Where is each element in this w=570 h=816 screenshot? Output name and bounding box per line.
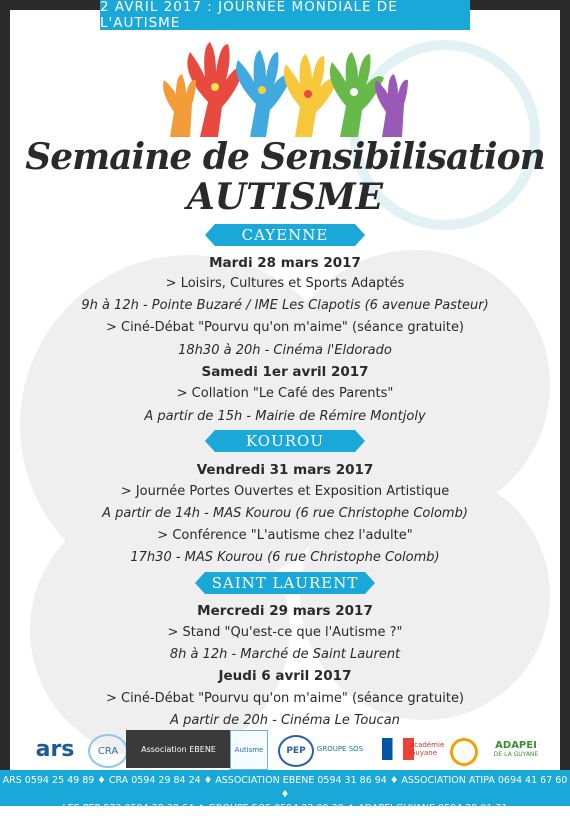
event-details: A partir de 15h - Mairie de Rémire Montjoly [144,409,426,424]
event-details: 18h30 à 20h - Cinéma l'Eldorado [178,343,392,358]
cra-logo [88,734,128,768]
event-date: Samedi 1er avril 2017 [201,364,369,380]
groupe-sos-logo [315,730,365,768]
event-details: A partir de 14h - MAS Kourou (6 rue Christophe Colomb) [102,506,468,521]
cra-logo-text: CRA [97,745,119,757]
event-date: Vendredi 31 mars 2017 [196,462,374,478]
frame-right [560,0,570,806]
city-ribbon-cayenne [215,224,355,246]
atipa-logo-text: Autisme [234,746,264,754]
partner-logos [10,730,560,770]
ebene-logo [126,730,231,768]
footer-line-2: LES PEP 973 0594 38 38 64 ♦ GROUPE SOS 0594 22 09 38 ♦ ADAPEI GUYANE 0594 29 01 31 [62,803,508,814]
city-ribbon-saint-laurent [205,572,365,594]
event-title: > Ciné-Débat "Pourvu qu'on m'aime" (séance gratuite) [105,320,465,335]
event-title: > Conférence "L'autisme chez l'adulte" [157,528,413,543]
academie-logo-text: académie Guyane [410,741,445,757]
frame-left [0,0,10,806]
painted-hands-illustration [160,32,410,137]
pep-logo [278,735,314,767]
ars-logo-text: ars [35,736,75,762]
poster-title-line2: AUTISME [186,176,384,218]
adapei-logo [476,730,556,768]
pep-logo-text: PEP [286,746,306,756]
top-banner: 2 AVRIL 2017 : JOURNEE MONDIALE DE L'AUTISME [100,0,470,30]
groupe-sos-logo-text: GROUPE SOS [316,745,364,753]
city-label: SAINT LAURENT [211,574,359,592]
city-label: CAYENNE [241,226,329,244]
event-details: 8h à 12h - Marché de Saint Laurent [169,647,401,662]
event-date: Mercredi 29 mars 2017 [197,603,373,619]
adapei-logo-subtext: DE LA GUYANE [493,751,539,758]
event-title: > Ciné-Débat "Pourvu qu'on m'aime" (séance gratuite) [105,691,465,706]
event-title: > Journée Portes Ouvertes et Exposition Artistique [120,484,450,499]
event-details: A partir de 20h - Cinéma Le Toucan [170,713,400,728]
event-details: 9h à 12h - Pointe Buzaré / IME Les Clapotis (6 avenue Pasteur) [81,298,489,313]
ebene-logo-text: Association EBENE [141,744,216,754]
city-label: KOUROU [246,432,324,450]
event-date: Mardi 28 mars 2017 [209,255,361,271]
event-details: 17h30 - MAS Kourou (6 rue Christophe Colomb) [130,550,440,565]
adapei-logo-text: ADAPEI [495,740,537,751]
footer-line-1: ARS 0594 25 49 89 ♦ CRA 0594 29 84 24 ♦ ASSOCIATION EBENE 0594 31 86 94 ♦ ASSOCIATION ATIPA 0694 41 67 60 ♦ [2,775,568,800]
event-title: > Loisirs, Cultures et Sports Adaptés [165,276,405,291]
poster-title-line1: Semaine de Sensibilisation [25,136,545,178]
ars-logo [30,730,80,768]
education-logo [450,738,478,766]
city-ribbon-kourou [215,430,355,452]
event-title: > Collation "Le Café des Parents" [176,386,394,401]
atipa-logo [230,730,268,770]
academie-logo [410,730,450,768]
event-date: Jeudi 6 avril 2017 [218,668,352,684]
event-title: > Stand "Qu'est-ce que l'Autisme ?" [167,625,403,640]
contact-footer [0,770,570,814]
